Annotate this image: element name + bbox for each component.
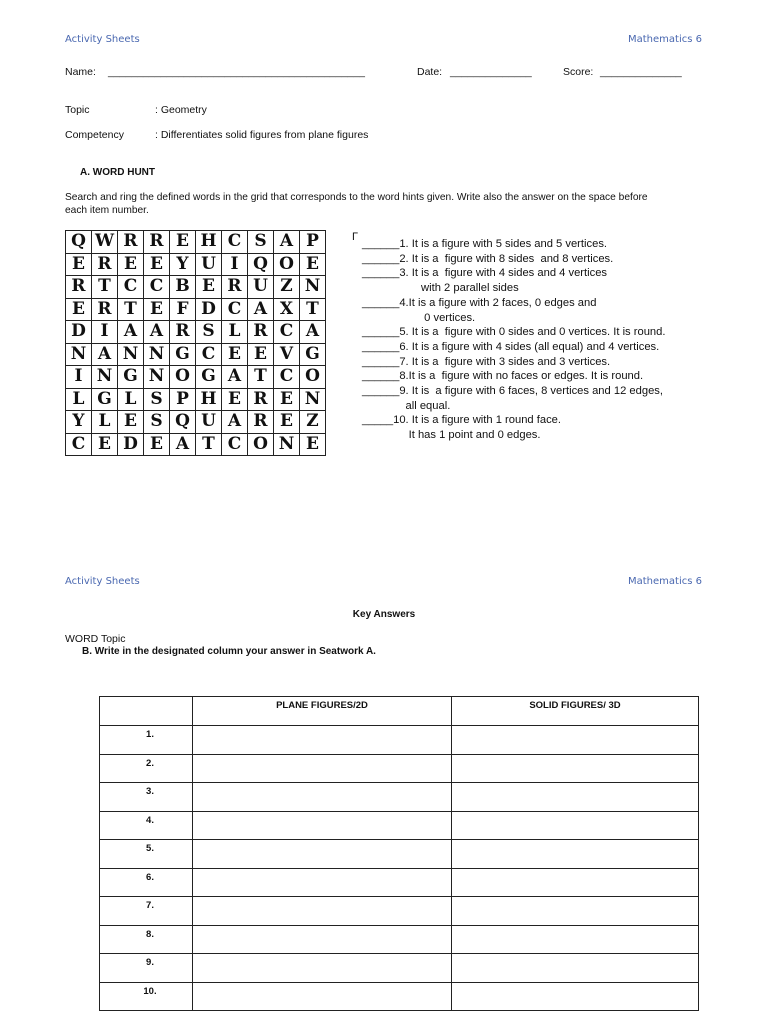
- score-label: Score:: [563, 66, 594, 78]
- name-blank: ____________________________________________: [108, 66, 365, 78]
- grid-cell[interactable]: Z: [300, 411, 326, 434]
- clue-line: ______5. It is a figure with 0 sides and 0 vertices. It is round.: [362, 326, 666, 339]
- header-left: Activity Sheets: [65, 34, 140, 45]
- grid-cell[interactable]: R: [144, 231, 170, 254]
- grid-cell[interactable]: X: [274, 298, 300, 321]
- grid-row: [66, 231, 326, 254]
- grid-row: [66, 411, 326, 434]
- grid-cell[interactable]: T: [196, 433, 222, 456]
- grid-cell[interactable]: Q: [248, 253, 274, 276]
- grid-cell[interactable]: A: [300, 321, 326, 344]
- grid-cell[interactable]: E: [118, 253, 144, 276]
- grid-cell[interactable]: A: [248, 298, 274, 321]
- grid-cell[interactable]: I: [92, 321, 118, 344]
- grid-cell[interactable]: E: [300, 253, 326, 276]
- instructions-line-1: Search and ring the defined words in the grid that corresponds to the word hints given. Write also the answer on the space before: [65, 192, 648, 203]
- answer-row: [100, 868, 699, 897]
- grid-cell[interactable]: E: [248, 343, 274, 366]
- grid-cell[interactable]: A: [92, 343, 118, 366]
- plane-answer-cell[interactable]: [193, 897, 452, 926]
- grid-cell[interactable]: Z: [274, 276, 300, 299]
- grid-cell[interactable]: C: [222, 433, 248, 456]
- clue-line: ______2. It is a figure with 8 sides and 8 vertices.: [362, 252, 614, 265]
- grid-cell[interactable]: E: [274, 411, 300, 434]
- grid-cell[interactable]: E: [222, 388, 248, 411]
- answer-row: [100, 811, 699, 840]
- grid-cell[interactable]: A: [222, 366, 248, 389]
- grid-row: [66, 366, 326, 389]
- date-label: Date:: [417, 66, 443, 78]
- grid-cell[interactable]: R: [222, 276, 248, 299]
- date-blank: ______________: [450, 66, 532, 78]
- grid-cell[interactable]: Y: [66, 411, 92, 434]
- grid-cell[interactable]: N: [144, 343, 170, 366]
- grid-cell[interactable]: O: [248, 433, 274, 456]
- grid-cell[interactable]: O: [170, 366, 196, 389]
- grid-cell[interactable]: C: [196, 343, 222, 366]
- clue-line: ______3. It is a figure with 4 sides and 4 vertices: [362, 267, 608, 280]
- grid-cell[interactable]: C: [274, 321, 300, 344]
- grid-cell[interactable]: C: [118, 276, 144, 299]
- grid-cell[interactable]: T: [248, 366, 274, 389]
- grid-row: [66, 433, 326, 456]
- grid-cell[interactable]: L: [118, 388, 144, 411]
- clue-line: all equal.: [362, 399, 451, 412]
- grid-cell[interactable]: E: [274, 388, 300, 411]
- solid-answer-cell[interactable]: [452, 783, 699, 812]
- plane-answer-cell[interactable]: [193, 754, 452, 783]
- clue-line: ______1. It is a figure with 5 sides and 5 vertices.: [362, 238, 608, 250]
- topic-value: : Geometry: [155, 104, 207, 116]
- grid-cell[interactable]: U: [196, 253, 222, 276]
- answer-row: [100, 783, 699, 812]
- solid-answer-cell[interactable]: [452, 811, 699, 840]
- grid-cell[interactable]: H: [196, 388, 222, 411]
- grid-cell[interactable]: S: [196, 321, 222, 344]
- plane-answer-cell[interactable]: [193, 868, 452, 897]
- row-number: 8.: [100, 925, 193, 954]
- solid-answer-cell[interactable]: [452, 726, 699, 755]
- grid-cell[interactable]: E: [300, 433, 326, 456]
- grid-cell[interactable]: E: [144, 298, 170, 321]
- plane-answer-cell[interactable]: [193, 840, 452, 869]
- word-topic: WORD Topic: [65, 633, 126, 645]
- clue-line: 0 vertices.: [362, 311, 476, 324]
- grid-cell[interactable]: H: [196, 231, 222, 254]
- grid-cell[interactable]: P: [170, 388, 196, 411]
- answer-table: [99, 696, 699, 1011]
- grid-row: [66, 388, 326, 411]
- clue-line: ______4.It is a figure with 2 faces, 0 edges and: [362, 296, 597, 309]
- grid-cell[interactable]: E: [196, 276, 222, 299]
- grid-cell[interactable]: Y: [170, 253, 196, 276]
- grid-cell[interactable]: Q: [170, 411, 196, 434]
- competency-label: Competency: [65, 129, 124, 141]
- grid-cell[interactable]: A: [170, 433, 196, 456]
- instructions-line-2: each item number.: [65, 205, 149, 216]
- grid-cell[interactable]: N: [300, 388, 326, 411]
- grid-cell[interactable]: A: [222, 411, 248, 434]
- row-number: 2.: [100, 754, 193, 783]
- answer-row: [100, 982, 699, 1011]
- clue-list: [362, 237, 665, 443]
- plane-answer-cell[interactable]: [193, 925, 452, 954]
- solid-answer-cell[interactable]: [452, 754, 699, 783]
- grid-cell[interactable]: C: [144, 276, 170, 299]
- grid-cell[interactable]: N: [144, 366, 170, 389]
- header-right: Mathematics 6: [628, 34, 702, 45]
- grid-row: [66, 276, 326, 299]
- answer-row: [100, 954, 699, 983]
- plane-answer-cell[interactable]: [193, 726, 452, 755]
- answer-row: [100, 897, 699, 926]
- grid-cell[interactable]: I: [66, 366, 92, 389]
- grid-cell[interactable]: W: [92, 231, 118, 254]
- grid-cell[interactable]: D: [196, 298, 222, 321]
- grid-cell[interactable]: R: [248, 411, 274, 434]
- grid-cell[interactable]: N: [118, 343, 144, 366]
- clue-line: with 2 parallel sides: [362, 282, 519, 295]
- plane-answer-cell[interactable]: [193, 982, 452, 1011]
- score-blank: ______________: [600, 66, 682, 78]
- header-right-page2: Mathematics 6: [628, 576, 702, 587]
- row-number: 3.: [100, 783, 193, 812]
- grid-cell[interactable]: R: [66, 276, 92, 299]
- number-header: [100, 697, 193, 726]
- grid-cell[interactable]: G: [300, 343, 326, 366]
- clue-marker: Γ: [352, 231, 359, 243]
- grid-cell[interactable]: D: [66, 321, 92, 344]
- grid-cell[interactable]: N: [66, 343, 92, 366]
- grid-cell[interactable]: B: [170, 276, 196, 299]
- answer-row: [100, 925, 699, 954]
- grid-cell[interactable]: N: [92, 366, 118, 389]
- grid-cell[interactable]: L: [92, 411, 118, 434]
- solid-figures-header: SOLID FIGURES/ 3D: [452, 697, 699, 726]
- grid-cell[interactable]: E: [66, 253, 92, 276]
- grid-cell[interactable]: E: [170, 231, 196, 254]
- plane-answer-cell[interactable]: [193, 783, 452, 812]
- grid-cell[interactable]: S: [144, 388, 170, 411]
- grid-row: [66, 343, 326, 366]
- solid-answer-cell[interactable]: [452, 897, 699, 926]
- grid-cell[interactable]: S: [248, 231, 274, 254]
- plane-answer-cell[interactable]: [193, 811, 452, 840]
- grid-cell[interactable]: A: [144, 321, 170, 344]
- grid-cell[interactable]: T: [300, 298, 326, 321]
- grid-cell[interactable]: G: [92, 388, 118, 411]
- clue-line: It has 1 point and 0 edges.: [362, 429, 541, 442]
- row-number: 7.: [100, 897, 193, 926]
- row-number: 10.: [100, 982, 193, 1011]
- grid-cell[interactable]: E: [144, 253, 170, 276]
- grid-cell[interactable]: N: [274, 433, 300, 456]
- row-number: 9.: [100, 954, 193, 983]
- header-left-page2: Activity Sheets: [65, 576, 140, 587]
- grid-cell[interactable]: R: [170, 321, 196, 344]
- answer-row: [100, 754, 699, 783]
- grid-cell[interactable]: C: [222, 298, 248, 321]
- grid-cell[interactable]: O: [274, 253, 300, 276]
- grid-cell[interactable]: C: [66, 433, 92, 456]
- grid-cell[interactable]: N: [300, 276, 326, 299]
- plane-answer-cell[interactable]: [193, 954, 452, 983]
- grid-row: [66, 298, 326, 321]
- grid-cell[interactable]: G: [196, 366, 222, 389]
- grid-cell[interactable]: P: [300, 231, 326, 254]
- grid-cell[interactable]: R: [92, 298, 118, 321]
- grid-cell[interactable]: E: [118, 411, 144, 434]
- word-grid: [65, 230, 326, 456]
- grid-cell[interactable]: U: [196, 411, 222, 434]
- grid-cell[interactable]: Q: [66, 231, 92, 254]
- row-number: 5.: [100, 840, 193, 869]
- solid-answer-cell[interactable]: [452, 868, 699, 897]
- grid-cell[interactable]: F: [170, 298, 196, 321]
- clue-line: ______6. It is a figure with 4 sides (all equal) and 4 vertices.: [362, 340, 660, 353]
- clue-line: ______7. It is a figure with 3 sides and 3 vertices.: [362, 355, 611, 368]
- clue-line: _____10. It is a figure with 1 round face.: [362, 414, 562, 427]
- grid-cell[interactable]: O: [300, 366, 326, 389]
- section-b-title: B. Write in the designated column your answer in Seatwork A.: [82, 646, 376, 657]
- clue-line: ______9. It is a figure with 6 faces, 8 vertices and 12 edges,: [362, 385, 664, 398]
- grid-cell[interactable]: S: [144, 411, 170, 434]
- solid-answer-cell[interactable]: [452, 840, 699, 869]
- name-label: Name:: [65, 66, 96, 78]
- grid-row: [66, 321, 326, 344]
- grid-cell[interactable]: A: [118, 321, 144, 344]
- grid-cell[interactable]: R: [248, 388, 274, 411]
- section-a-title: A. WORD HUNT: [80, 167, 155, 178]
- grid-cell[interactable]: E: [66, 298, 92, 321]
- grid-cell[interactable]: G: [118, 366, 144, 389]
- row-number: 1.: [100, 726, 193, 755]
- key-answers-title: Key Answers: [352, 609, 416, 620]
- clue-line: ______8.It is a figure with no faces or edges. It is round.: [362, 370, 644, 383]
- plane-figures-header: PLANE FIGURES/2D: [193, 697, 452, 726]
- row-number: 4.: [100, 811, 193, 840]
- grid-cell[interactable]: V: [274, 343, 300, 366]
- grid-cell[interactable]: C: [222, 231, 248, 254]
- solid-answer-cell[interactable]: [452, 982, 699, 1011]
- answer-row: [100, 840, 699, 869]
- row-number: 6.: [100, 868, 193, 897]
- topic-label: Topic: [65, 104, 90, 116]
- grid-cell[interactable]: I: [222, 253, 248, 276]
- solid-answer-cell[interactable]: [452, 925, 699, 954]
- grid-cell[interactable]: E: [92, 433, 118, 456]
- grid-cell[interactable]: R: [118, 231, 144, 254]
- grid-cell[interactable]: T: [118, 298, 144, 321]
- grid-row: [66, 253, 326, 276]
- grid-cell[interactable]: L: [66, 388, 92, 411]
- grid-cell[interactable]: R: [248, 321, 274, 344]
- grid-cell[interactable]: A: [274, 231, 300, 254]
- competency-value: : Differentiates solid figures from plane figures: [155, 129, 369, 141]
- grid-cell[interactable]: D: [118, 433, 144, 456]
- grid-cell[interactable]: R: [92, 253, 118, 276]
- grid-cell[interactable]: U: [248, 276, 274, 299]
- grid-cell[interactable]: E: [222, 343, 248, 366]
- answer-row: [100, 726, 699, 755]
- solid-answer-cell[interactable]: [452, 954, 699, 983]
- grid-cell[interactable]: G: [170, 343, 196, 366]
- grid-cell[interactable]: C: [274, 366, 300, 389]
- grid-cell[interactable]: E: [144, 433, 170, 456]
- grid-cell[interactable]: L: [222, 321, 248, 344]
- grid-cell[interactable]: T: [92, 276, 118, 299]
